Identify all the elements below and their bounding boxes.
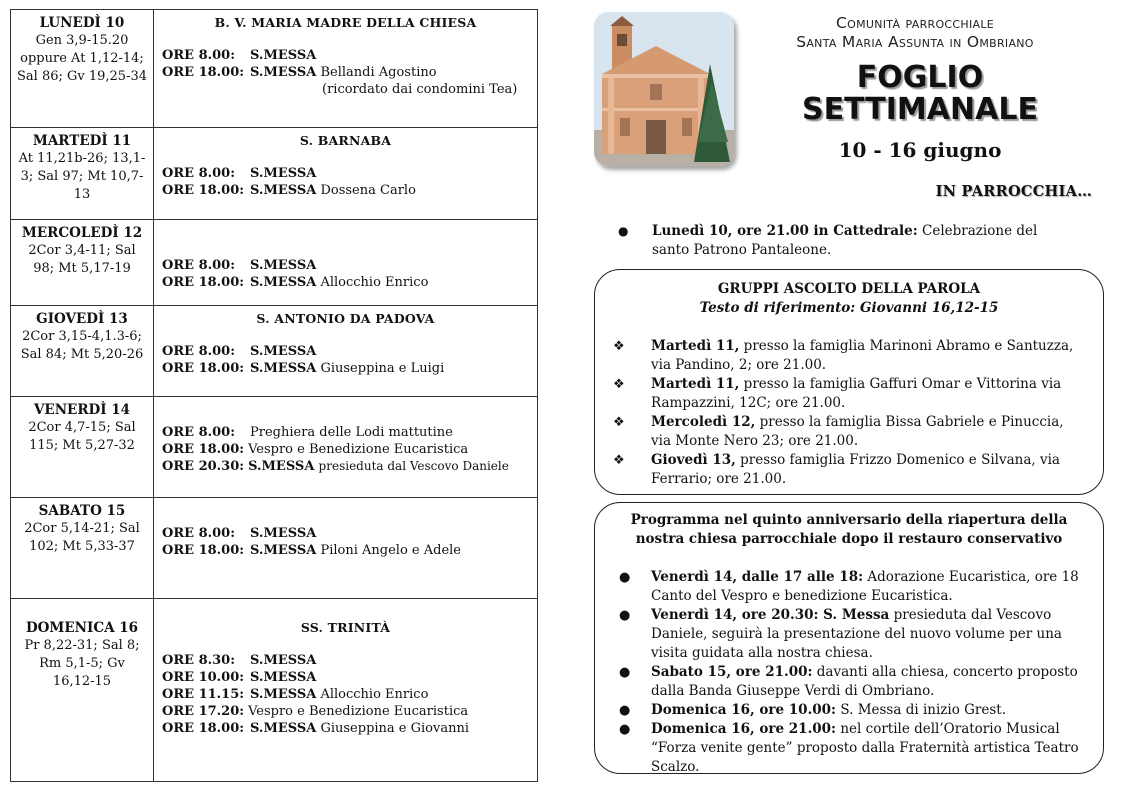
- mass-time: ORE 11.15:: [162, 687, 245, 702]
- parish-name: Santa Maria Assunta in Ombriano: [796, 33, 1034, 51]
- mass-intention: Preghiera delle Lodi mattutine: [250, 425, 453, 440]
- mass-time: ORE 18.00:: [162, 65, 245, 80]
- celebrations-cell: [154, 397, 537, 497]
- mass-line: [162, 703, 529, 720]
- mass-line: [162, 165, 529, 182]
- parish-community-label: Comunità parrocchiale: [836, 14, 994, 32]
- cathedral-announcement: [618, 222, 1078, 260]
- celebrations-cell: [154, 306, 537, 396]
- schedule-row-monday: [11, 10, 537, 128]
- mass-intention: Allocchio Enrico: [320, 687, 429, 702]
- celebrations-cell: [154, 599, 537, 781]
- mass-type: S.MESSA: [250, 258, 317, 273]
- mass-line: [162, 686, 529, 703]
- mass-list: [162, 257, 529, 291]
- bullet-dot-icon: ●: [619, 722, 631, 737]
- mass-time: ORE 8.00:: [162, 425, 236, 440]
- list-item: [613, 663, 1085, 701]
- mass-time: ORE 17.20:: [162, 704, 245, 719]
- celebrations-cell: [154, 10, 537, 127]
- mass-intention: Vespro e Benedizione Eucaristica: [248, 442, 469, 457]
- schedule-row-thursday: [11, 306, 537, 397]
- mass-intention: Piloni Angelo e Adele: [320, 543, 461, 558]
- four-diamond-bullet-icon: ❖: [613, 377, 625, 392]
- mass-intention-extra: (ricordato dai condomini Tea): [322, 82, 518, 97]
- day-cell: [11, 599, 154, 781]
- schedule-row-wednesday: [11, 220, 537, 306]
- day-name: DOMENICA 16: [25, 620, 139, 636]
- day-cell: [11, 128, 154, 219]
- item-text: S. Messa di inizio Grest.: [836, 702, 1006, 718]
- day-readings: 2Cor 3,15-4,1.3-6; Sal 84; Mt 5,20-26: [20, 329, 144, 362]
- groups-title: GRUPPI ASCOLTO DELLA PAROLA: [717, 281, 981, 297]
- mass-time: ORE 18.00:: [162, 543, 245, 558]
- mass-time: ORE 8.00:: [162, 344, 236, 359]
- mass-line: [162, 274, 529, 291]
- bullet-dot-icon: ●: [618, 224, 629, 238]
- list-item: [613, 568, 1085, 606]
- item-lead: Giovedì 13,: [651, 452, 736, 468]
- feast-title: [162, 502, 529, 519]
- mass-time: ORE 8.00:: [162, 166, 236, 181]
- day-name: LUNEDÌ 10: [39, 15, 125, 31]
- list-item: [613, 606, 1085, 663]
- mass-type: S.MESSA: [250, 344, 317, 359]
- mass-intention: Giuseppina e Luigi: [320, 361, 445, 376]
- list-item: [613, 451, 1085, 489]
- mass-line: [162, 343, 529, 360]
- mass-line: [162, 652, 529, 669]
- item-text: presso la famiglia Gaffuri Omar e Vittorina via Rampazzini, 12C; ore 21.00.: [651, 376, 1062, 411]
- mass-time: ORE 18.00:: [162, 361, 245, 376]
- mass-type: S.MESSA: [250, 653, 317, 668]
- mass-line: [162, 64, 529, 81]
- mass-intention: Dossena Carlo: [320, 183, 416, 198]
- four-diamond-bullet-icon: ❖: [613, 339, 625, 354]
- mass-time: ORE 18.00:: [162, 442, 245, 457]
- program-list: [613, 568, 1085, 777]
- church-facade-image: [594, 12, 734, 166]
- mass-line: [162, 669, 529, 686]
- feast-title: S. ANTONIO DA PADOVA: [256, 311, 435, 326]
- item-lead: Martedì 11,: [651, 338, 740, 354]
- mass-list: [162, 343, 529, 377]
- day-name: GIOVEDÌ 13: [36, 311, 128, 327]
- day-readings: Pr 8,22-31; Sal 8; Rm 5,1-5; Gv 16,12-15: [24, 638, 140, 689]
- item-lead: Venerdì 14, dalle 17 alle 18:: [651, 569, 864, 585]
- day-readings: 2Cor 4,7-15; Sal 115; Mt 5,27-32: [28, 420, 136, 453]
- church-photo: [594, 12, 734, 166]
- anniversary-program-box: [594, 502, 1104, 774]
- mass-line: [162, 47, 529, 64]
- mass-list: [162, 424, 529, 475]
- list-item: [613, 337, 1085, 375]
- day-cell: [11, 306, 154, 396]
- mass-type: S.MESSA: [250, 543, 317, 558]
- item-text: presso la famiglia Marinoni Abramo e Santuzza, via Pandino, 2; ore 21.00.: [651, 338, 1074, 373]
- item-text: presso la famiglia Bissa Gabriele e Pinuccia, via Monte Nero 23; ore 21.00.: [651, 414, 1064, 449]
- bullet-dot-icon: ●: [619, 703, 631, 718]
- day-cell: [11, 498, 154, 598]
- mass-intention: Allocchio Enrico: [320, 275, 429, 290]
- list-item: [613, 720, 1085, 777]
- day-readings: 2Cor 3,4-11; Sal 98; Mt 5,17-19: [28, 243, 136, 276]
- mass-type: S.MESSA: [250, 526, 317, 541]
- schedule-row-tuesday: [11, 128, 537, 220]
- bulletin-title-line2: SETTIMANALE: [802, 92, 1038, 127]
- groups-list: [613, 337, 1085, 489]
- bullet-dot-icon: ●: [619, 570, 631, 585]
- day-name: MERCOLEDÌ 12: [21, 225, 143, 241]
- item-text: presieduta dal Vescovo Daniele, seguirà la presentazione del nuovo volume per una visita guidata alla nostra chiesa.: [651, 607, 1062, 661]
- bulletin-title-line1: FOGLIO: [856, 60, 984, 95]
- item-lead: Domenica 16, ore 21.00:: [651, 721, 837, 737]
- item-text: davanti alla chiesa, concerto proposto dalla Banda Giuseppe Verdi di Ombriano.: [651, 664, 1078, 699]
- item-lead: Sabato 15, ore 21.00:: [651, 664, 813, 680]
- bullet-dot-icon: ●: [619, 608, 631, 623]
- mass-list: [162, 47, 529, 98]
- mass-time: ORE 8.00:: [162, 258, 236, 273]
- celebrations-cell: [154, 128, 537, 219]
- item-lead: Martedì 11,: [651, 376, 740, 392]
- day-name: VENERDÌ 14: [33, 402, 131, 418]
- four-diamond-bullet-icon: ❖: [613, 453, 625, 468]
- mass-time: ORE 18.00:: [162, 275, 245, 290]
- day-readings: Gen 3,9-15.20 oppure At 1,12-14; Sal 86; Gv 19,25-34: [17, 33, 148, 84]
- mass-time: ORE 18.00:: [162, 183, 245, 198]
- mass-type: S.MESSA: [250, 361, 317, 376]
- mass-type: S.MESSA: [250, 183, 317, 198]
- weekly-schedule-table: [10, 9, 538, 782]
- schedule-row-sunday: [11, 599, 537, 781]
- mass-time: ORE 8.00:: [162, 526, 236, 541]
- mass-line: [162, 542, 529, 559]
- item-lead: Venerdì 14, ore 20.30: S. Messa: [651, 607, 890, 623]
- program-title: Programma nel quinto anniversario della riapertura della nostra chiesa parrocchiale dopo il restauro conservativo: [630, 512, 1068, 547]
- day-cell: [11, 220, 154, 305]
- celebrations-cell: [154, 220, 537, 305]
- day-readings: At 11,21b-26; 13,1-3; Sal 97; Mt 10,7-13: [18, 151, 146, 202]
- announcement-lead: Lunedì 10, ore 21.00 in Cattedrale:: [652, 223, 918, 239]
- list-item: [613, 375, 1085, 413]
- mass-line: [162, 424, 529, 441]
- bullet-dot-icon: ●: [619, 665, 631, 680]
- item-text: nel cortile dell’Oratorio Musical “Forza venite gente” proposto dalla Fraternità artistica Teatro Scalzo.: [651, 721, 1079, 775]
- groups-subtitle: Testo di riferimento: Giovanni 16,12-15: [699, 300, 999, 316]
- celebrations-cell: [154, 498, 537, 598]
- mass-type: S.MESSA: [250, 65, 317, 80]
- mass-intention: Bellandi Agostino: [320, 65, 437, 80]
- feast-title: B. V. MARIA MADRE DELLA CHIESA: [214, 15, 477, 30]
- mass-time: ORE 8.30:: [162, 653, 236, 668]
- feast-title: S. BARNABA: [299, 133, 392, 148]
- day-name: SABATO 15: [38, 503, 126, 519]
- schedule-row-friday: [11, 397, 537, 498]
- mass-time: ORE 18.00:: [162, 721, 245, 736]
- listening-groups-box: [594, 269, 1104, 495]
- mass-type: S.MESSA: [248, 459, 315, 474]
- mass-type: S.MESSA: [250, 275, 317, 290]
- day-cell: [11, 397, 154, 497]
- mass-line: [162, 182, 529, 199]
- mass-line: [162, 720, 529, 737]
- list-item: [613, 413, 1085, 451]
- item-text: Adorazione Eucaristica, ore 18 Canto del Vespro e benedizione Eucaristica.: [651, 569, 1079, 604]
- mass-type: S.MESSA: [250, 721, 317, 736]
- mass-line: [162, 360, 529, 377]
- list-item: [613, 701, 1085, 720]
- mass-time: ORE 8.00:: [162, 48, 236, 63]
- mass-line: [162, 525, 529, 542]
- schedule-row-saturday: [11, 498, 537, 599]
- item-text: presso famiglia Frizzo Domenico e Silvana, via Ferrario; ore 21.00.: [651, 452, 1060, 487]
- item-lead: Mercoledì 12,: [651, 414, 756, 430]
- mass-type: S.MESSA: [250, 48, 317, 63]
- mass-intention: presieduta dal Vescovo Daniele: [318, 459, 509, 473]
- feast-title: [162, 401, 529, 418]
- feast-title: [162, 224, 529, 241]
- day-cell: [11, 10, 154, 127]
- mass-time: ORE 10.00:: [162, 670, 245, 685]
- day-readings: 2Cor 5,14-21; Sal 102; Mt 5,33-37: [24, 521, 140, 554]
- mass-intention: Vespro e Benedizione Eucaristica: [248, 704, 469, 719]
- mass-list: [162, 652, 529, 737]
- mass-type: S.MESSA: [250, 687, 317, 702]
- week-dates: 10 - 16 giugno: [838, 138, 1002, 162]
- bulletin-title: [780, 62, 1060, 126]
- feast-title: SS. TRINITÀ: [300, 620, 391, 635]
- mass-list: [162, 165, 529, 199]
- item-lead: Domenica 16, ore 10.00:: [651, 702, 837, 718]
- mass-line: [162, 257, 529, 274]
- mass-line: [162, 441, 529, 458]
- section-title: IN PARROCCHIA…: [935, 183, 1092, 200]
- day-name: MARTEDÌ 11: [32, 133, 132, 149]
- mass-list: [162, 525, 529, 559]
- four-diamond-bullet-icon: ❖: [613, 415, 625, 430]
- mass-intention: Giuseppina e Giovanni: [320, 721, 469, 736]
- mass-time: ORE 20.30:: [162, 459, 245, 474]
- mass-type: S.MESSA: [250, 166, 317, 181]
- mass-line: [162, 458, 529, 475]
- announcement-text: [652, 222, 1078, 260]
- announcement-body: Celebrazione del santo Patrono Pantaleone.: [652, 223, 1038, 258]
- mass-type: S.MESSA: [250, 670, 317, 685]
